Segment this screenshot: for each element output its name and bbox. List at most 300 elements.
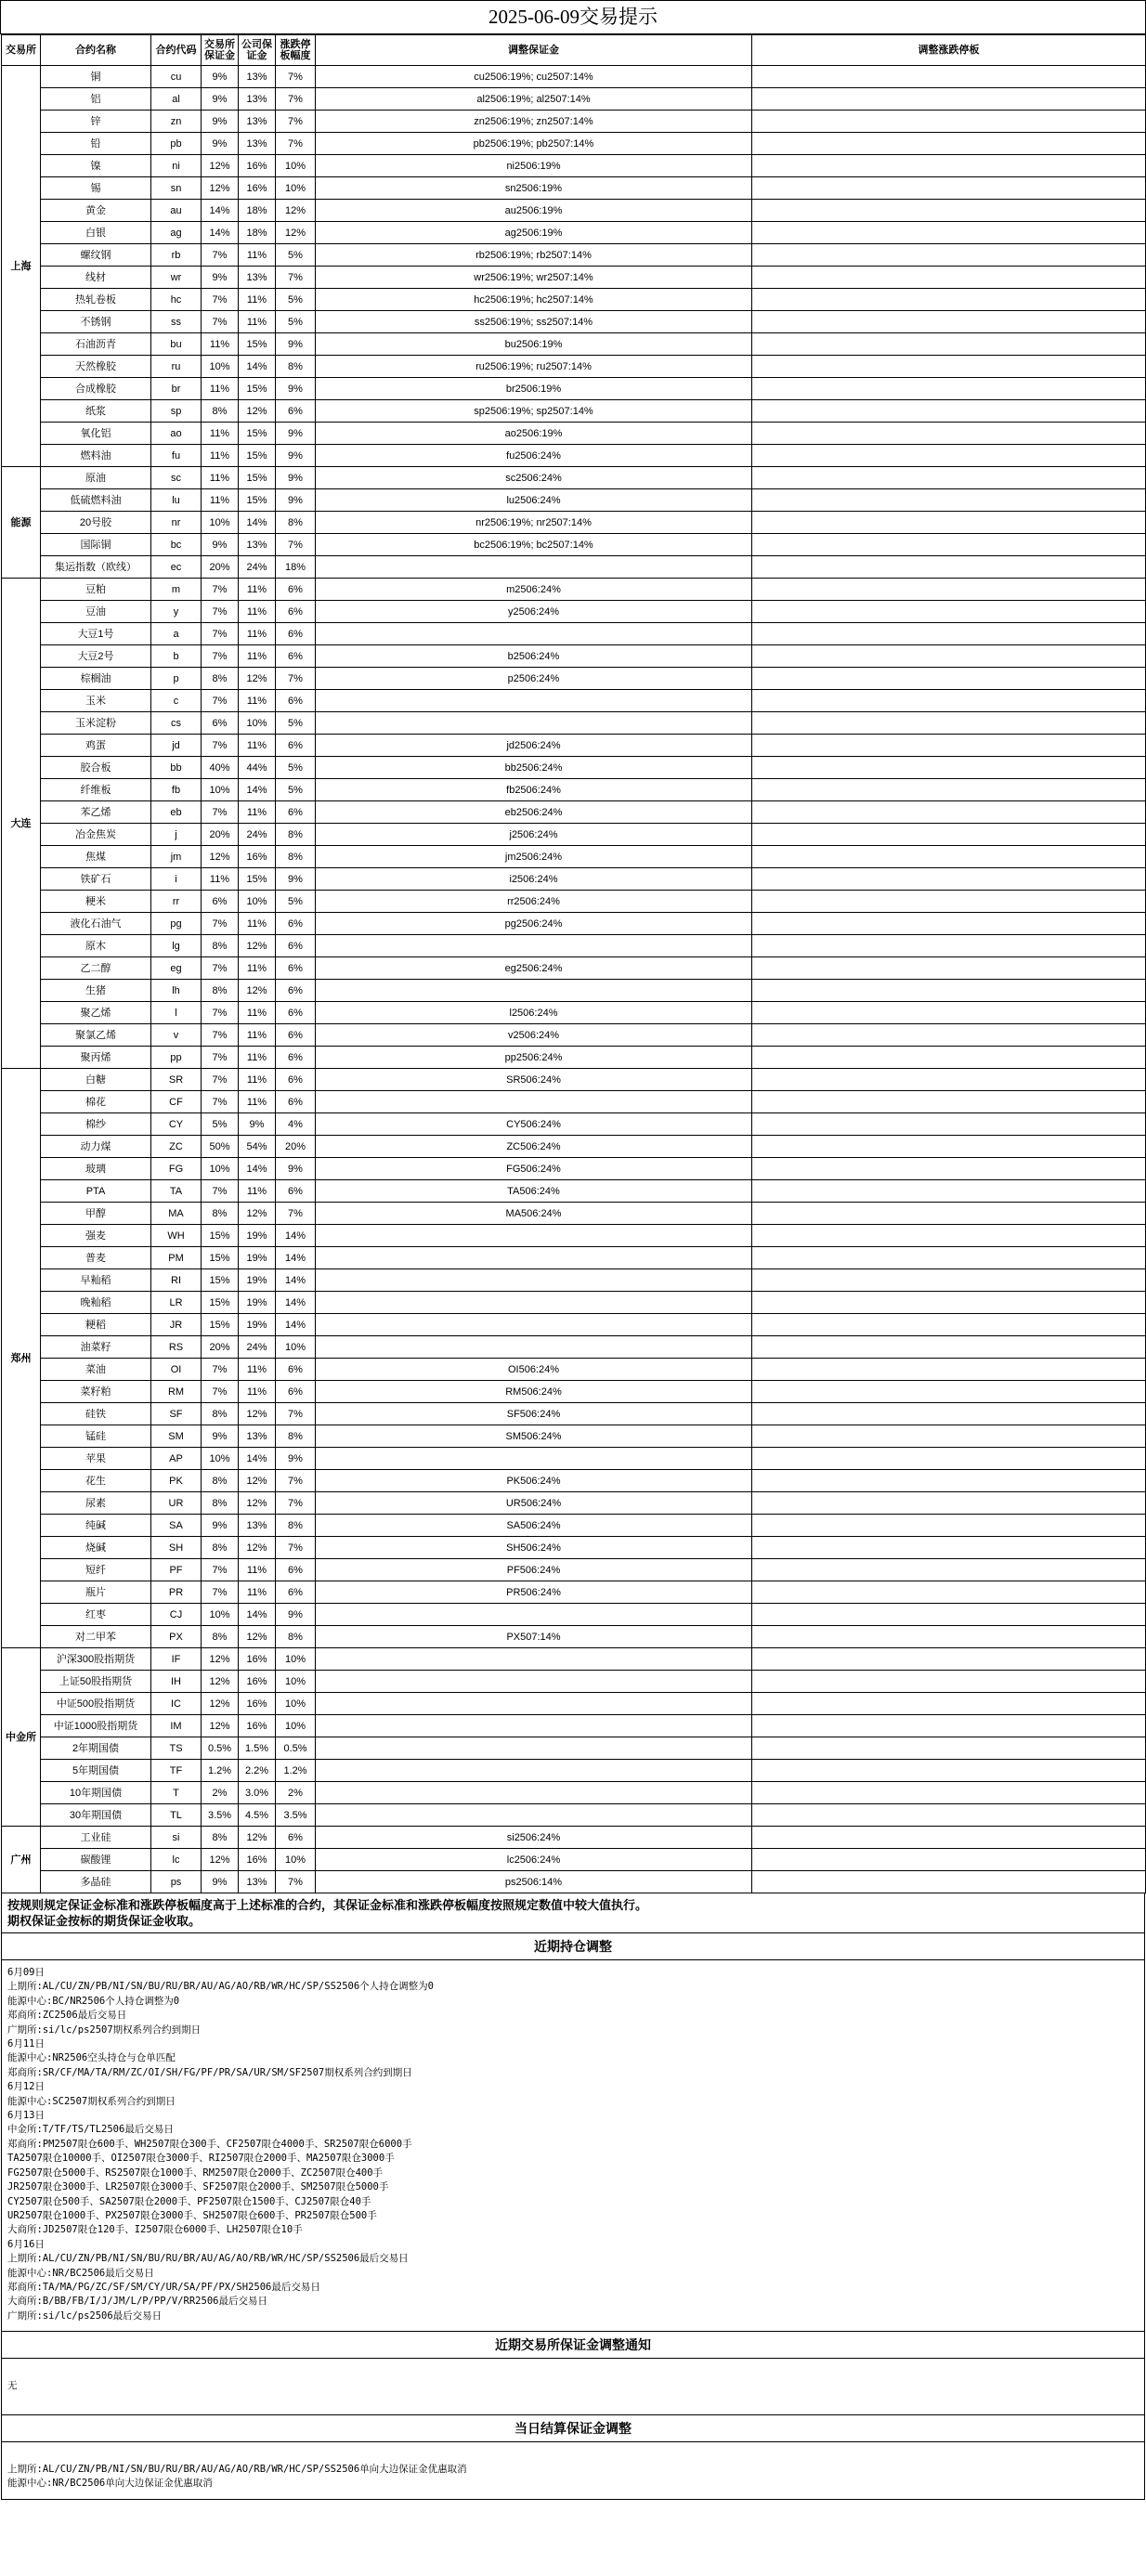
contract-name-cell: 烧碱 — [41, 1537, 151, 1559]
contract-name-cell: 聚乙烯 — [41, 1002, 151, 1024]
adjusted-margin-cell: nr2506:19%; nr2507:14% — [316, 512, 752, 534]
exchange-margin-cell: 10% — [202, 356, 239, 378]
adjusted-margin-cell — [316, 1448, 752, 1470]
price-limit-cell: 7% — [276, 1203, 316, 1225]
adjusted-limit-cell — [752, 690, 1146, 712]
contract-code-cell: br — [151, 378, 202, 400]
adjusted-margin-cell: SM506:24% — [316, 1425, 752, 1448]
company-margin-cell: 13% — [239, 133, 276, 155]
section-heading: 当日结算保证金调整 — [1, 2415, 1145, 2442]
contract-code-cell: a — [151, 623, 202, 645]
section-line: 大商所:B/BB/FB/I/J/JM/L/P/PP/V/RR2506最后交易日 — [7, 2296, 267, 2308]
table-row — [2, 712, 1146, 735]
contract-name-cell: 棕榈油 — [41, 668, 151, 690]
table-row — [2, 735, 1146, 757]
table-row — [2, 824, 1146, 846]
contract-name-cell: 多晶硅 — [41, 1871, 151, 1893]
adjusted-limit-cell — [752, 712, 1146, 735]
exchange-margin-cell: 7% — [202, 1180, 239, 1203]
adjusted-limit-cell — [752, 177, 1146, 200]
contract-name-cell: 镍 — [41, 155, 151, 177]
price-limit-cell: 8% — [276, 1626, 316, 1648]
exchange-cell: 广州 — [2, 1827, 41, 1893]
table-row — [2, 467, 1146, 489]
section-heading: 近期持仓调整 — [1, 1933, 1145, 1960]
price-limit-cell: 6% — [276, 1091, 316, 1113]
contract-name-cell: 10年期国债 — [41, 1782, 151, 1804]
company-margin-cell: 14% — [239, 1158, 276, 1180]
table-row — [2, 1381, 1146, 1403]
section-line: FG2507限仓5000手、RS2507限仓1000手、RM2507限仓2000手、ZC2507限仓400手 — [7, 2166, 384, 2179]
price-limit-cell: 9% — [276, 489, 316, 512]
exchange-margin-cell: 20% — [202, 824, 239, 846]
table-row — [2, 913, 1146, 935]
contract-code-cell: lh — [151, 980, 202, 1002]
adjusted-limit-cell — [752, 1515, 1146, 1537]
exchange-margin-cell: 9% — [202, 267, 239, 289]
price-limit-cell: 6% — [276, 645, 316, 668]
adjusted-margin-cell: pp2506:24% — [316, 1047, 752, 1069]
exchange-margin-cell: 7% — [202, 311, 239, 333]
adjusted-margin-cell: sn2506:19% — [316, 177, 752, 200]
adjusted-margin-cell: TA506:24% — [316, 1180, 752, 1203]
adjusted-margin-cell: bc2506:19%; bc2507:14% — [316, 534, 752, 556]
company-margin-cell: 16% — [239, 1693, 276, 1715]
adjusted-limit-cell — [752, 757, 1146, 779]
price-limit-cell: 14% — [276, 1247, 316, 1269]
table-row — [2, 267, 1146, 289]
adjusted-limit-cell — [752, 1091, 1146, 1113]
adjusted-limit-cell — [752, 356, 1146, 378]
contract-code-cell: PM — [151, 1247, 202, 1269]
price-limit-cell: 6% — [276, 690, 316, 712]
adjusted-limit-cell — [752, 735, 1146, 757]
exchange-margin-cell: 7% — [202, 1024, 239, 1047]
table-row — [2, 1804, 1146, 1827]
contract-code-cell: RI — [151, 1269, 202, 1292]
adjusted-margin-cell: ni2506:19% — [316, 155, 752, 177]
price-limit-cell: 6% — [276, 1359, 316, 1381]
contract-name-cell: 对二甲苯 — [41, 1626, 151, 1648]
company-margin-cell: 11% — [239, 1069, 276, 1091]
section-line: TA2507限仓10000手、OI2507限仓3000手、RI2507限仓2000手、MA2507限仓3000手 — [7, 2153, 395, 2165]
adjusted-limit-cell — [752, 1537, 1146, 1559]
exchange-margin-cell: 11% — [202, 423, 239, 445]
company-margin-cell: 12% — [239, 400, 276, 423]
contract-name-cell: 焦煤 — [41, 846, 151, 868]
price-limit-cell: 6% — [276, 1559, 316, 1581]
contract-code-cell: cu — [151, 66, 202, 88]
exchange-margin-cell: 8% — [202, 400, 239, 423]
adjusted-limit-cell — [752, 400, 1146, 423]
price-limit-cell: 7% — [276, 668, 316, 690]
column-header: 涨跌停板幅度 — [276, 35, 316, 66]
section-body — [1, 1960, 1145, 2332]
adjusted-margin-cell — [316, 1091, 752, 1113]
exchange-margin-cell: 7% — [202, 1359, 239, 1381]
contract-code-cell: m — [151, 579, 202, 601]
exchange-margin-cell: 7% — [202, 913, 239, 935]
company-margin-cell: 15% — [239, 445, 276, 467]
price-limit-cell: 9% — [276, 1448, 316, 1470]
adjusted-limit-cell — [752, 534, 1146, 556]
table-row — [2, 1715, 1146, 1737]
exchange-margin-cell: 7% — [202, 1381, 239, 1403]
contract-name-cell: 碳酸锂 — [41, 1849, 151, 1871]
exchange-margin-cell: 7% — [202, 1581, 239, 1604]
price-limit-cell: 6% — [276, 400, 316, 423]
contract-code-cell: AP — [151, 1448, 202, 1470]
table-row — [2, 400, 1146, 423]
adjusted-margin-cell: br2506:19% — [316, 378, 752, 400]
section-line: UR2507限仓1000手、PX2507限仓3000手、SH2507限仓600手、PR2507限仓500手 — [7, 2209, 377, 2221]
adjusted-limit-cell — [752, 957, 1146, 980]
section-line: 郑商所:SR/CF/MA/TA/RM/ZC/OI/SH/FG/PF/PR/SA/UR/SM/SF2507期权系列合约到期日 — [7, 2066, 412, 2078]
contract-code-cell: IH — [151, 1671, 202, 1693]
price-limit-cell: 14% — [276, 1269, 316, 1292]
section-line: 6月16日 — [7, 2238, 45, 2250]
exchange-margin-cell: 15% — [202, 1269, 239, 1292]
contract-name-cell: 铅 — [41, 133, 151, 155]
contract-name-cell: 大豆1号 — [41, 623, 151, 645]
adjusted-limit-cell — [752, 891, 1146, 913]
price-limit-cell: 5% — [276, 712, 316, 735]
contract-name-cell: 纸浆 — [41, 400, 151, 423]
adjusted-margin-cell: RM506:24% — [316, 1381, 752, 1403]
contract-name-cell: 黄金 — [41, 200, 151, 222]
contract-name-cell: 乙二醇 — [41, 957, 151, 980]
contract-code-cell: lu — [151, 489, 202, 512]
adjusted-limit-cell — [752, 222, 1146, 244]
rule-note-line: 按规则规定保证金标准和涨跌停板幅度高于上述标准的合约，其保证金标准和涨跌停板幅度按照规定数值中较大值执行。 — [7, 1898, 648, 1912]
adjusted-margin-cell: m2506:24% — [316, 579, 752, 601]
price-limit-cell: 4% — [276, 1113, 316, 1136]
contract-code-cell: LR — [151, 1292, 202, 1314]
company-margin-cell: 15% — [239, 423, 276, 445]
adjusted-limit-cell — [752, 779, 1146, 801]
company-margin-cell: 19% — [239, 1269, 276, 1292]
adjusted-margin-cell: al2506:19%; al2507:14% — [316, 88, 752, 111]
company-margin-cell: 13% — [239, 267, 276, 289]
contract-code-cell: ZC — [151, 1136, 202, 1158]
contract-code-cell: b — [151, 645, 202, 668]
price-limit-cell: 7% — [276, 111, 316, 133]
contract-name-cell: 低硫燃料油 — [41, 489, 151, 512]
contract-code-cell: IM — [151, 1715, 202, 1737]
section-line: 中金所:T/TF/TS/TL2506最后交易日 — [7, 2124, 174, 2136]
contract-name-cell: 集运指数（欧线） — [41, 556, 151, 579]
adjusted-margin-cell: ru2506:19%; ru2507:14% — [316, 356, 752, 378]
adjusted-limit-cell — [752, 1693, 1146, 1715]
contract-code-cell: jm — [151, 846, 202, 868]
adjusted-margin-cell: sp2506:19%; sp2507:14% — [316, 400, 752, 423]
price-limit-cell: 6% — [276, 1024, 316, 1047]
contract-code-cell: TF — [151, 1760, 202, 1782]
contract-name-cell: 燃料油 — [41, 445, 151, 467]
company-margin-cell: 13% — [239, 1871, 276, 1893]
contract-name-cell: 锰硅 — [41, 1425, 151, 1448]
adjusted-margin-cell — [316, 1648, 752, 1671]
adjusted-limit-cell — [752, 1604, 1146, 1626]
contract-name-cell: 冶金焦炭 — [41, 824, 151, 846]
exchange-margin-cell: 8% — [202, 1470, 239, 1492]
adjusted-limit-cell — [752, 133, 1146, 155]
contract-name-cell: 沪深300股指期货 — [41, 1648, 151, 1671]
adjusted-limit-cell — [752, 489, 1146, 512]
company-margin-cell: 12% — [239, 1403, 276, 1425]
contract-code-cell: sp — [151, 400, 202, 423]
company-margin-cell: 19% — [239, 1292, 276, 1314]
table-row — [2, 1069, 1146, 1091]
company-margin-cell: 16% — [239, 177, 276, 200]
contract-code-cell: ru — [151, 356, 202, 378]
exchange-cell: 大连 — [2, 579, 41, 1069]
adjusted-limit-cell — [752, 1492, 1146, 1515]
company-margin-cell: 12% — [239, 1537, 276, 1559]
exchange-margin-cell: 12% — [202, 155, 239, 177]
contract-name-cell: 铝 — [41, 88, 151, 111]
exchange-margin-cell: 10% — [202, 779, 239, 801]
adjusted-limit-cell — [752, 935, 1146, 957]
adjusted-margin-cell — [316, 1336, 752, 1359]
company-margin-cell: 4.5% — [239, 1804, 276, 1827]
contract-code-cell: bu — [151, 333, 202, 356]
contract-name-cell: 锡 — [41, 177, 151, 200]
price-limit-cell: 6% — [276, 601, 316, 623]
adjusted-margin-cell: PR506:24% — [316, 1581, 752, 1604]
contract-code-cell: CF — [151, 1091, 202, 1113]
adjusted-limit-cell — [752, 1403, 1146, 1425]
table-row — [2, 489, 1146, 512]
exchange-margin-cell: 11% — [202, 467, 239, 489]
table-row — [2, 1158, 1146, 1180]
exchange-margin-cell: 8% — [202, 1492, 239, 1515]
contract-code-cell: FG — [151, 1158, 202, 1180]
exchange-margin-cell: 6% — [202, 712, 239, 735]
contract-code-cell: IC — [151, 1693, 202, 1715]
contract-code-cell: CJ — [151, 1604, 202, 1626]
exchange-margin-cell: 11% — [202, 489, 239, 512]
adjusted-limit-cell — [752, 289, 1146, 311]
contract-name-cell: 粳稻 — [41, 1314, 151, 1336]
table-row — [2, 1559, 1146, 1581]
adjusted-margin-cell: PX507:14% — [316, 1626, 752, 1648]
contract-code-cell: MA — [151, 1203, 202, 1225]
adjusted-limit-cell — [752, 1425, 1146, 1448]
contract-name-cell: 菜籽粕 — [41, 1381, 151, 1403]
contract-code-cell: CY — [151, 1113, 202, 1136]
contract-name-cell: 鸡蛋 — [41, 735, 151, 757]
adjusted-margin-cell: PF506:24% — [316, 1559, 752, 1581]
adjusted-margin-cell: p2506:24% — [316, 668, 752, 690]
table-row — [2, 757, 1146, 779]
contract-code-cell: RS — [151, 1336, 202, 1359]
adjusted-margin-cell: jd2506:24% — [316, 735, 752, 757]
contract-name-cell: 晚籼稻 — [41, 1292, 151, 1314]
price-limit-cell: 8% — [276, 356, 316, 378]
table-row — [2, 333, 1146, 356]
contract-name-cell: 玉米 — [41, 690, 151, 712]
contract-name-cell: 聚氯乙烯 — [41, 1024, 151, 1047]
contract-name-cell: 硅铁 — [41, 1403, 151, 1425]
company-margin-cell: 18% — [239, 200, 276, 222]
exchange-margin-cell: 7% — [202, 601, 239, 623]
column-header: 调整涨跌停板 — [752, 35, 1146, 66]
table-row — [2, 1292, 1146, 1314]
price-limit-cell: 9% — [276, 378, 316, 400]
section-line: 能源中心:BC/NR2506个人持仓调整为0 — [7, 1995, 180, 2007]
contract-code-cell: y — [151, 601, 202, 623]
exchange-margin-cell: 11% — [202, 445, 239, 467]
adjusted-margin-cell: fb2506:24% — [316, 779, 752, 801]
section-line: 无 — [7, 2379, 18, 2391]
adjusted-limit-cell — [752, 623, 1146, 645]
table-row — [2, 601, 1146, 623]
contract-name-cell: 铜 — [41, 66, 151, 88]
contract-code-cell: TL — [151, 1804, 202, 1827]
price-limit-cell: 7% — [276, 1470, 316, 1492]
adjusted-margin-cell: rr2506:24% — [316, 891, 752, 913]
price-limit-cell: 7% — [276, 88, 316, 111]
adjusted-margin-cell: bu2506:19% — [316, 333, 752, 356]
exchange-margin-cell: 11% — [202, 378, 239, 400]
contract-name-cell: 工业硅 — [41, 1827, 151, 1849]
table-row — [2, 1671, 1146, 1693]
price-limit-cell: 14% — [276, 1292, 316, 1314]
company-margin-cell: 15% — [239, 467, 276, 489]
company-margin-cell: 15% — [239, 333, 276, 356]
adjusted-limit-cell — [752, 824, 1146, 846]
price-limit-cell: 6% — [276, 1002, 316, 1024]
adjusted-limit-cell — [752, 801, 1146, 824]
exchange-margin-cell: 7% — [202, 579, 239, 601]
company-margin-cell: 2.2% — [239, 1760, 276, 1782]
rule-note-line: 期权保证金按标的期货保证金收取。 — [7, 1914, 202, 1928]
price-limit-cell: 5% — [276, 891, 316, 913]
table-row — [2, 155, 1146, 177]
contract-code-cell: i — [151, 868, 202, 891]
price-limit-cell: 7% — [276, 534, 316, 556]
section-line: 上期所:AL/CU/ZN/PB/NI/SN/BU/RU/BR/AU/AG/AO/RB/WR/HC/SP/SS2506最后交易日 — [7, 2253, 409, 2265]
table-row — [2, 289, 1146, 311]
table-row — [2, 1871, 1146, 1893]
section-line: 能源中心:NR2506空头持仓与仓单匹配 — [7, 2052, 176, 2064]
exchange-margin-cell: 1.2% — [202, 1760, 239, 1782]
company-margin-cell: 11% — [239, 1047, 276, 1069]
contract-code-cell: PF — [151, 1559, 202, 1581]
price-limit-cell: 12% — [276, 222, 316, 244]
adjusted-limit-cell — [752, 445, 1146, 467]
contract-name-cell: 苹果 — [41, 1448, 151, 1470]
company-margin-cell: 24% — [239, 556, 276, 579]
contract-name-cell: 花生 — [41, 1470, 151, 1492]
company-margin-cell: 13% — [239, 66, 276, 88]
adjusted-margin-cell: wr2506:19%; wr2507:14% — [316, 267, 752, 289]
exchange-margin-cell: 15% — [202, 1247, 239, 1269]
adjusted-limit-cell — [752, 1648, 1146, 1671]
exchange-margin-cell: 11% — [202, 333, 239, 356]
contract-name-cell: 氧化铝 — [41, 423, 151, 445]
contract-code-cell: OI — [151, 1359, 202, 1381]
table-row — [2, 423, 1146, 445]
adjusted-limit-cell — [752, 66, 1146, 88]
table-row — [2, 1113, 1146, 1136]
company-margin-cell: 12% — [239, 668, 276, 690]
company-margin-cell: 11% — [239, 1359, 276, 1381]
price-limit-cell: 3.5% — [276, 1804, 316, 1827]
table-row — [2, 111, 1146, 133]
table-row — [2, 1760, 1146, 1782]
price-limit-cell: 10% — [276, 1693, 316, 1715]
contract-code-cell: TA — [151, 1180, 202, 1203]
table-row — [2, 200, 1146, 222]
exchange-margin-cell: 15% — [202, 1292, 239, 1314]
table-row — [2, 1581, 1146, 1604]
table-row — [2, 1091, 1146, 1113]
exchange-margin-cell: 7% — [202, 244, 239, 267]
adjusted-limit-cell — [752, 423, 1146, 445]
contract-code-cell: PX — [151, 1626, 202, 1648]
adjusted-limit-cell — [752, 980, 1146, 1002]
exchange-margin-cell: 8% — [202, 935, 239, 957]
company-margin-cell: 14% — [239, 1448, 276, 1470]
adjusted-limit-cell — [752, 1069, 1146, 1091]
company-margin-cell: 1.5% — [239, 1737, 276, 1760]
adjusted-margin-cell: SA506:24% — [316, 1515, 752, 1537]
adjusted-margin-cell — [316, 1782, 752, 1804]
table-row — [2, 668, 1146, 690]
price-limit-cell: 10% — [276, 155, 316, 177]
table-row — [2, 891, 1146, 913]
adjusted-limit-cell — [752, 378, 1146, 400]
company-margin-cell: 14% — [239, 512, 276, 534]
table-row — [2, 133, 1146, 155]
exchange-margin-cell: 8% — [202, 1626, 239, 1648]
contract-name-cell: 豆油 — [41, 601, 151, 623]
adjusted-limit-cell — [752, 155, 1146, 177]
table-row — [2, 801, 1146, 824]
price-limit-cell: 7% — [276, 66, 316, 88]
contract-code-cell: JR — [151, 1314, 202, 1336]
company-margin-cell: 11% — [239, 579, 276, 601]
price-limit-cell: 8% — [276, 1425, 316, 1448]
contract-code-cell: ao — [151, 423, 202, 445]
contract-code-cell: ni — [151, 155, 202, 177]
price-limit-cell: 6% — [276, 1827, 316, 1849]
contract-name-cell: 生猪 — [41, 980, 151, 1002]
table-row — [2, 1203, 1146, 1225]
exchange-margin-cell: 9% — [202, 1425, 239, 1448]
contract-name-cell: 聚丙烯 — [41, 1047, 151, 1069]
exchange-cell: 中金所 — [2, 1648, 41, 1827]
adjusted-margin-cell — [316, 1247, 752, 1269]
company-margin-cell: 16% — [239, 1715, 276, 1737]
adjusted-margin-cell: SH506:24% — [316, 1537, 752, 1559]
contract-code-cell: SR — [151, 1069, 202, 1091]
exchange-margin-cell: 2% — [202, 1782, 239, 1804]
adjusted-margin-cell: fu2506:24% — [316, 445, 752, 467]
adjusted-margin-cell: l2506:24% — [316, 1002, 752, 1024]
contract-code-cell: rb — [151, 244, 202, 267]
company-margin-cell: 13% — [239, 88, 276, 111]
section-line: 6月11日 — [7, 2038, 45, 2050]
section-line: 郑商所:ZC2506最后交易日 — [7, 2010, 127, 2022]
adjusted-limit-cell — [752, 1047, 1146, 1069]
adjusted-limit-cell — [752, 467, 1146, 489]
price-limit-cell: 10% — [276, 177, 316, 200]
price-limit-cell: 9% — [276, 445, 316, 467]
company-margin-cell: 11% — [239, 623, 276, 645]
